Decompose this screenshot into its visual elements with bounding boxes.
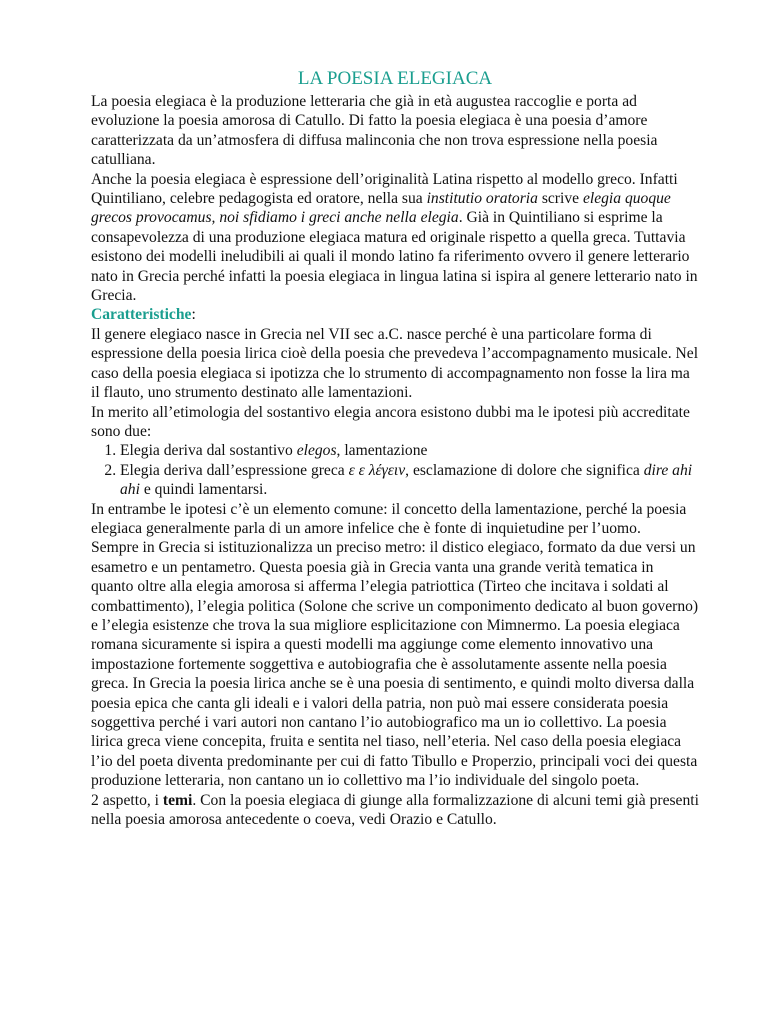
text-run: Anche la poesia elegiaca è espressione dell’originalità Latina rispetto al modello greco. Infatti Quintiliano, celebre pedagogista ed oratore, nella sua [91,170,678,208]
text-run: 2 aspetto, i [91,791,163,809]
section-heading-caratteristiche [91,305,699,324]
heading-colon: : [191,306,196,324]
latin-quote: elegia quoque grecos provocamus, noi sfidiamo i greci anche nella elegia [91,190,671,227]
text-run: . Con la poesia elegiaca di giunge alla formalizzazione di alcuni temi già presenti nella poesia amorosa antecedente o coeva, vedi Orazio e Catullo. [91,791,699,829]
text-run: Elegia deriva dal sostantivo [120,442,297,460]
document-page [91,66,699,829]
text-run: e quindi lamentarsi. [139,481,268,499]
section-heading-text: Caratteristiche [91,306,192,324]
intro-paragraph-2 [91,170,699,306]
intro-paragraph-1: La poesia elegiaca è la produzione letteraria che già in età augustea raccoglie e porta ad evoluzione la poesia amorosa di Catullo. Di fatto la poesia elegiaca è una poesia d’amore caratterizzata da un’atmosfera di diffusa malinconia che non trova espressione nella poesia catulliana. [91,93,658,169]
italic-term: elegos [296,442,337,460]
greek-term: ε ε λέγειν [348,461,406,479]
list-item [120,441,699,460]
caratteristiche-paragraph-4: Sempre in Grecia si istituzionalizza un preciso metro: il distico elegiaco, formato da due versi un esametro e un pentametro. Questa poesia già in Grecia vanta una grande verità tematica in quanto oltre alla elegia amorosa si afferma l’elegia patriottica (Tirteo che incitava i soldati al combattimento), l’elegia politica (Solone che scrive un componimento dedicato al buon governo) e l’elegia esistenze che trova la sua migliore esplicitazione con Mimnermo. La poesia elegiaca romana sicuramente si ispira a questi modelli ma aggiunge come elemento innovativo una impostazione fortemente soggettiva e autobiografia che è assolutamente assente nella poesia greca. In Grecia la poesia lirica anche se è una poesia di sentimento, e quindi molto diversa dalla poesia epica che canta gli ideali e i valori della patria, non può mai essere considerata poesia soggettiva perché i vari autori non cantano l’io autobiografico ma un io collettivo. La poesia lirica greca viene concepita, fruita e sentita nel tiaso, nell’eteria. Nel caso della poesia elegiaca l’io del poeta diventa predominante per cui di fatto Tibullo e Properzio, principali voci dei questa produzione letteraria, non cantano un io collettivo ma l’io individuale del singolo poeta. [91,539,699,790]
text-run: , esclamazione di dolore che significa [405,461,644,479]
italic-term: dire ahi ahi [120,461,693,499]
work-title: institutio oratoria [426,190,538,208]
etymology-list [91,441,699,499]
caratteristiche-paragraph-5 [91,791,699,830]
caratteristiche-paragraph-1: Il genere elegiaco nasce in Grecia nel VII sec a.C. nasce perché è una particolare forma di espressione della poesia lirica cioè della poesia che prevedeva l’accompagnamento musicale. Nel caso della poesia elegiaca si ipotizza che lo strumento di accompagnamento non fosse la lira ma il flauto, uno strumento destinato alle lamentazioni. [91,325,699,402]
text-run: scrive [537,190,583,208]
document-title: LA POESIA ELEGIACA [297,68,493,89]
caratteristiche-paragraph-2: In merito all’etimologia del sostantivo elegia ancora esistono dubbi ma le ipotesi più accreditate sono due: [91,403,690,440]
text-run: . Già in Quintiliano si esprime la consapevolezza di una produzione elegiaca matura ed originale rispetto a quella greca. Tuttavia esistono dei modelli ineludibili ai quali il mondo latino fa riferimento ovvero il genere letterario nato in Grecia perché infatti la poesia elegiaca in lingua latina si ispira al genere letterario nato in Grecia. [91,209,698,305]
text-run: Elegia deriva dall’espressione greca [120,461,349,479]
list-item [120,461,699,500]
bold-term: temi [162,791,193,809]
caratteristiche-paragraph-3: In entrambe le ipotesi c’è un elemento comune: il concetto della lamentazione, perché la poesia elegiaca generalmente parla di un amore infelice che è fonte di inquietudine per l’uomo. [91,500,687,537]
text-run: , lamentazione [336,442,428,460]
